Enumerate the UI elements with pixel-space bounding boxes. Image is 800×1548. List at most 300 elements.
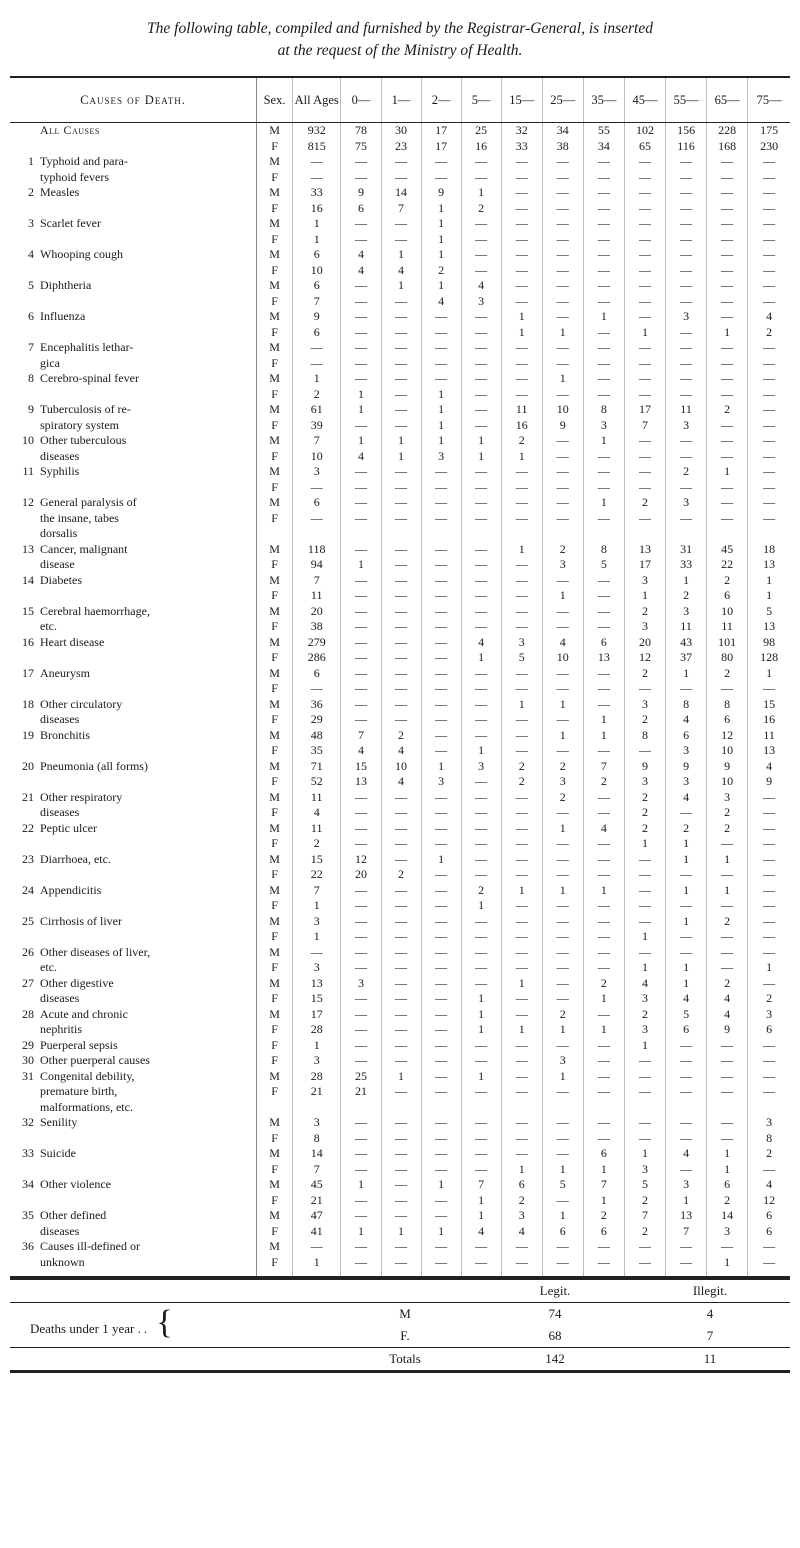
table-row: [10, 728, 790, 744]
value-cell: —: [381, 666, 421, 682]
value-cell: —: [461, 216, 501, 232]
value-cell: 2: [292, 836, 340, 852]
cause-number: 3: [28, 216, 34, 230]
value-cell: 1: [583, 991, 624, 1007]
value-cell: —: [583, 1053, 624, 1069]
value-cell: —: [583, 960, 624, 976]
value-cell: 13: [748, 619, 790, 635]
table-row: [10, 743, 790, 759]
value-cell: 4: [341, 247, 381, 263]
sex-cell: F: [257, 511, 293, 527]
value-cell: —: [748, 976, 790, 992]
value-cell: [624, 1100, 665, 1116]
value-cell: 1: [292, 929, 340, 945]
cause-label: [10, 712, 257, 728]
value-cell: 3: [666, 495, 707, 511]
value-cell: 6: [292, 495, 340, 511]
value-cell: —: [461, 945, 501, 961]
cause-number: 29: [22, 1037, 34, 1052]
value-cell: —: [421, 805, 461, 821]
value-cell: 2: [501, 774, 542, 790]
value-cell: 1: [421, 1177, 461, 1193]
cause-text: All Causes: [40, 123, 100, 137]
value-cell: —: [707, 1131, 748, 1147]
value-cell: —: [707, 185, 748, 201]
value-cell: —: [542, 914, 583, 930]
sex-cell: M: [257, 1177, 293, 1193]
cause-label: [10, 1239, 257, 1255]
value-cell: —: [666, 263, 707, 279]
value-cell: 286: [292, 650, 340, 666]
value-cell: —: [501, 185, 542, 201]
value-cell: 1: [542, 1208, 583, 1224]
table-row: [10, 991, 790, 1007]
table-row: [10, 139, 790, 155]
value-cell: —: [341, 1115, 381, 1131]
cause-text: Pneumonia (all forms): [40, 758, 148, 773]
table-row: [10, 898, 790, 914]
value-cell: 1: [501, 542, 542, 558]
table-row: [10, 464, 790, 480]
value-cell: —: [381, 464, 421, 480]
value-cell: 12: [624, 650, 665, 666]
sex-cell: M: [257, 821, 293, 837]
value-cell: —: [542, 1084, 583, 1100]
value-cell: —: [381, 418, 421, 434]
value-cell: —: [583, 852, 624, 868]
value-cell: —: [748, 449, 790, 465]
value-cell: 8: [583, 402, 624, 418]
value-cell: —: [501, 1007, 542, 1023]
value-cell: —: [707, 340, 748, 356]
value-cell: [341, 526, 381, 542]
value-cell: 8: [748, 1131, 790, 1147]
illegit-header: Illegit.: [630, 1279, 790, 1303]
table-row: [10, 1069, 790, 1085]
value-cell: —: [292, 480, 340, 496]
value-cell: —: [542, 216, 583, 232]
value-cell: —: [461, 1084, 501, 1100]
table-row: [10, 216, 790, 232]
value-cell: —: [583, 154, 624, 170]
value-cell: —: [542, 433, 583, 449]
value-cell: 3: [624, 991, 665, 1007]
value-cell: 3: [292, 1115, 340, 1131]
infant-illegit: 7: [706, 1328, 714, 1343]
value-cell: —: [624, 294, 665, 310]
value-cell: 1: [421, 852, 461, 868]
table-row: [10, 1255, 790, 1278]
cause-label: [10, 1115, 257, 1131]
sex-cell: M: [257, 185, 293, 201]
cause-label: [10, 914, 257, 930]
value-cell: —: [748, 371, 790, 387]
table-row: [10, 836, 790, 852]
value-cell: —: [583, 697, 624, 713]
value-cell: —: [542, 449, 583, 465]
value-cell: 932: [292, 123, 340, 139]
value-cell: —: [381, 542, 421, 558]
cause-text: typhoid fevers: [40, 169, 109, 184]
value-cell: —: [501, 216, 542, 232]
value-cell: —: [666, 201, 707, 217]
value-cell: —: [461, 325, 501, 341]
value-cell: —: [381, 650, 421, 666]
value-cell: —: [583, 185, 624, 201]
value-cell: 2: [624, 1007, 665, 1023]
value-cell: —: [501, 495, 542, 511]
value-cell: —: [381, 1084, 421, 1100]
value-cell: —: [707, 418, 748, 434]
value-cell: —: [341, 1193, 381, 1209]
value-cell: [501, 1100, 542, 1116]
cause-text: Diphtheria: [40, 278, 92, 292]
value-cell: —: [707, 929, 748, 945]
value-cell: —: [542, 960, 583, 976]
value-cell: 7: [583, 1177, 624, 1193]
value-cell: —: [542, 170, 583, 186]
value-cell: —: [501, 340, 542, 356]
value-cell: 2: [707, 976, 748, 992]
cause-label: [10, 232, 257, 248]
value-cell: 1: [461, 449, 501, 465]
table-row: [10, 588, 790, 604]
cause-number: 1: [28, 154, 34, 168]
value-cell: —: [421, 960, 461, 976]
value-cell: —: [666, 232, 707, 248]
value-cell: 13: [624, 542, 665, 558]
value-cell: 3: [542, 774, 583, 790]
table-row: [10, 604, 790, 620]
value-cell: —: [341, 495, 381, 511]
cause-label: [10, 123, 257, 139]
value-cell: 3: [666, 309, 707, 325]
value-cell: 1: [707, 464, 748, 480]
sex-cell: F: [257, 1038, 293, 1054]
cause-number: 23: [22, 851, 34, 866]
value-cell: 1: [583, 883, 624, 899]
table-row: [10, 805, 790, 821]
value-cell: 11: [666, 402, 707, 418]
value-cell: —: [381, 976, 421, 992]
value-cell: —: [341, 573, 381, 589]
value-cell: 2: [666, 821, 707, 837]
value-cell: 39: [292, 418, 340, 434]
value-cell: 1: [707, 1255, 748, 1278]
cause-label: [10, 867, 257, 883]
value-cell: —: [421, 573, 461, 589]
table-row: [10, 340, 790, 356]
value-cell: 2: [501, 759, 542, 775]
value-cell: 1: [666, 666, 707, 682]
value-cell: —: [381, 712, 421, 728]
value-cell: —: [666, 511, 707, 527]
value-cell: 32: [501, 123, 542, 139]
table-row: [10, 945, 790, 961]
value-cell: 8: [707, 697, 748, 713]
value-cell: 2: [461, 201, 501, 217]
value-cell: —: [341, 588, 381, 604]
value-cell: —: [666, 681, 707, 697]
value-cell: —: [624, 1255, 665, 1278]
cause-label: [10, 1038, 257, 1054]
value-cell: 9: [666, 759, 707, 775]
value-cell: —: [542, 247, 583, 263]
value-cell: —: [461, 154, 501, 170]
value-cell: —: [542, 511, 583, 527]
value-cell: 1: [292, 232, 340, 248]
value-cell: 80: [707, 650, 748, 666]
value-cell: —: [583, 1239, 624, 1255]
value-cell: —: [748, 1038, 790, 1054]
value-cell: —: [666, 1053, 707, 1069]
value-cell: —: [583, 1255, 624, 1278]
sex-cell: [257, 1100, 293, 1116]
value-cell: 1: [381, 1069, 421, 1085]
value-cell: —: [666, 340, 707, 356]
value-cell: 1: [542, 371, 583, 387]
value-cell: —: [341, 790, 381, 806]
cause-label: [10, 1131, 257, 1147]
value-cell: —: [501, 387, 542, 403]
value-cell: 4: [381, 743, 421, 759]
cause-number: 14: [22, 572, 34, 587]
value-cell: [292, 526, 340, 542]
cause-label: [10, 1208, 257, 1224]
value-cell: —: [666, 929, 707, 945]
value-cell: 15: [292, 991, 340, 1007]
cause-number: 13: [22, 541, 34, 556]
value-cell: —: [707, 1038, 748, 1054]
value-cell: —: [381, 805, 421, 821]
value-cell: —: [501, 201, 542, 217]
cause-text: unknown: [40, 1254, 85, 1269]
value-cell: 3: [748, 1115, 790, 1131]
value-cell: —: [421, 1084, 461, 1100]
value-cell: [421, 1100, 461, 1116]
value-cell: —: [666, 278, 707, 294]
value-cell: 1: [421, 1224, 461, 1240]
value-cell: —: [748, 898, 790, 914]
cause-text: premature birth,: [40, 1084, 118, 1098]
sex-cell: M: [257, 1208, 293, 1224]
value-cell: —: [748, 1069, 790, 1085]
value-cell: 21: [341, 1084, 381, 1100]
value-cell: —: [461, 790, 501, 806]
value-cell: —: [461, 1146, 501, 1162]
value-cell: —: [666, 898, 707, 914]
value-cell: 10: [542, 650, 583, 666]
value-cell: —: [381, 232, 421, 248]
value-cell: 10: [542, 402, 583, 418]
value-cell: —: [501, 588, 542, 604]
sex-cell: F: [257, 232, 293, 248]
value-cell: 7: [292, 573, 340, 589]
sex-cell: F: [257, 774, 293, 790]
cause-text: Other puerperal causes: [40, 1053, 150, 1067]
header-age: 1—: [381, 77, 421, 123]
cause-label: [10, 433, 257, 449]
cause-text: Heart disease: [40, 634, 105, 649]
value-cell: —: [748, 790, 790, 806]
value-cell: —: [583, 1131, 624, 1147]
value-cell: 4: [707, 1007, 748, 1023]
value-cell: —: [748, 418, 790, 434]
value-cell: 1: [542, 728, 583, 744]
sex-cell: F: [257, 681, 293, 697]
cause-label: [10, 1177, 257, 1193]
cause-number: 4: [28, 247, 34, 261]
value-cell: 1: [666, 960, 707, 976]
cause-label: [10, 294, 257, 310]
value-cell: 5: [501, 650, 542, 666]
cause-label: [10, 650, 257, 666]
value-cell: —: [461, 1255, 501, 1278]
value-cell: —: [501, 712, 542, 728]
value-cell: —: [666, 325, 707, 341]
value-cell: 1: [583, 1193, 624, 1209]
cause-label: [10, 666, 257, 682]
value-cell: —: [748, 1239, 790, 1255]
value-cell: 2: [707, 805, 748, 821]
value-cell: —: [707, 1053, 748, 1069]
value-cell: —: [461, 1162, 501, 1178]
value-cell: —: [421, 681, 461, 697]
value-cell: 7: [666, 1224, 707, 1240]
table-row: [10, 759, 790, 775]
value-cell: —: [501, 263, 542, 279]
value-cell: 6: [666, 728, 707, 744]
value-cell: 14: [292, 1146, 340, 1162]
value-cell: 20: [292, 604, 340, 620]
value-cell: —: [748, 433, 790, 449]
table-row: [10, 170, 790, 186]
table-row: [10, 278, 790, 294]
table-row: [10, 557, 790, 573]
value-cell: —: [666, 371, 707, 387]
value-cell: 17: [421, 139, 461, 155]
value-cell: —: [461, 1131, 501, 1147]
value-cell: 3: [748, 1007, 790, 1023]
brace-glyph: {: [156, 1304, 173, 1341]
cause-label: [10, 635, 257, 651]
value-cell: —: [341, 712, 381, 728]
value-cell: —: [341, 542, 381, 558]
value-cell: 1: [583, 712, 624, 728]
value-cell: —: [341, 697, 381, 713]
cause-text: Influenza: [40, 309, 86, 323]
cause-label: [10, 387, 257, 403]
value-cell: —: [381, 883, 421, 899]
value-cell: 9: [341, 185, 381, 201]
value-cell: —: [666, 1255, 707, 1278]
cause-label: [10, 743, 257, 759]
value-cell: —: [501, 666, 542, 682]
table-row: [10, 1115, 790, 1131]
value-cell: —: [666, 387, 707, 403]
value-cell: 1: [461, 1022, 501, 1038]
value-cell: —: [583, 387, 624, 403]
table-row: [10, 433, 790, 449]
cause-number: 21: [22, 789, 34, 804]
value-cell: 1: [542, 1162, 583, 1178]
value-cell: —: [341, 960, 381, 976]
value-cell: —: [707, 263, 748, 279]
value-cell: 12: [707, 728, 748, 744]
value-cell: —: [666, 805, 707, 821]
table-row: [10, 635, 790, 651]
value-cell: —: [381, 604, 421, 620]
cause-text: nephritis: [40, 1022, 82, 1036]
value-cell: —: [421, 697, 461, 713]
cause-text: Aneurysm: [40, 665, 90, 680]
value-cell: 1: [624, 929, 665, 945]
value-cell: 94: [292, 557, 340, 573]
value-cell: 11: [707, 619, 748, 635]
cause-text: Other diseases of liver,: [40, 944, 151, 959]
value-cell: 33: [666, 557, 707, 573]
value-cell: —: [707, 1115, 748, 1131]
value-cell: 3: [624, 1162, 665, 1178]
value-cell: 3: [542, 557, 583, 573]
value-cell: —: [501, 728, 542, 744]
value-cell: —: [542, 743, 583, 759]
sex-cell: M: [257, 495, 293, 511]
value-cell: —: [501, 1131, 542, 1147]
table-row: [10, 294, 790, 310]
header-age: 35—: [583, 77, 624, 123]
cause-number: 27: [22, 975, 34, 990]
sex-cell: F: [257, 1162, 293, 1178]
value-cell: —: [748, 1053, 790, 1069]
value-cell: 13: [748, 743, 790, 759]
value-cell: —: [292, 170, 340, 186]
value-cell: —: [341, 511, 381, 527]
value-cell: —: [461, 852, 501, 868]
value-cell: —: [341, 278, 381, 294]
value-cell: 11: [748, 728, 790, 744]
value-cell: 71: [292, 759, 340, 775]
value-cell: —: [341, 340, 381, 356]
cause-label: [10, 1162, 257, 1178]
value-cell: 3: [292, 960, 340, 976]
cause-number: 16: [22, 634, 34, 649]
value-cell: —: [501, 960, 542, 976]
value-cell: 2: [707, 1193, 748, 1209]
value-cell: [707, 526, 748, 542]
value-cell: 1: [542, 588, 583, 604]
value-cell: —: [381, 914, 421, 930]
legit-header: Legit.: [480, 1279, 630, 1303]
table-row: [10, 883, 790, 899]
value-cell: —: [583, 340, 624, 356]
value-cell: —: [748, 356, 790, 372]
cause-text: Senility: [40, 1115, 78, 1129]
sex-cell: M: [257, 604, 293, 620]
sex-cell: M: [257, 914, 293, 930]
value-cell: —: [624, 511, 665, 527]
value-cell: —: [583, 1007, 624, 1023]
table-row: [10, 309, 790, 325]
cause-label: [10, 418, 257, 434]
value-cell: —: [341, 1146, 381, 1162]
value-cell: —: [381, 681, 421, 697]
value-cell: —: [666, 154, 707, 170]
value-cell: 1: [292, 898, 340, 914]
value-cell: 14: [707, 1208, 748, 1224]
value-cell: —: [461, 263, 501, 279]
value-cell: —: [624, 898, 665, 914]
